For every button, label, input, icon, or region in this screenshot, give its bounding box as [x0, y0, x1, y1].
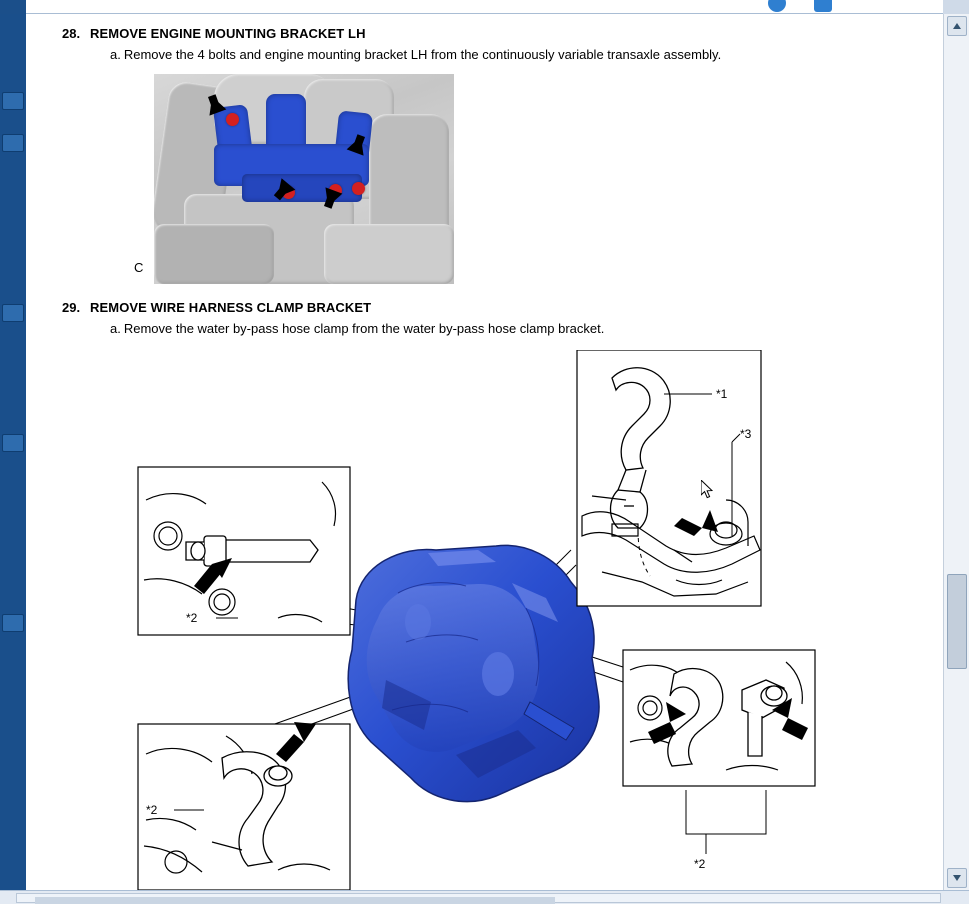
- callout-label-3: *3: [740, 427, 752, 441]
- bolt-marker-4: [352, 182, 365, 195]
- vertical-scrollbar-thumb[interactable]: [947, 574, 967, 669]
- callout-label-2b: *2: [146, 803, 158, 817]
- callout-label-2a: *2: [186, 611, 198, 625]
- step-28-substep-a-lead: a.: [110, 47, 121, 62]
- inset-bottom-left: [138, 722, 350, 890]
- scroll-down-button[interactable]: [947, 868, 967, 888]
- step-28-heading: [62, 26, 943, 41]
- chrome-left-edge: [0, 0, 26, 14]
- step-28-title: REMOVE ENGINE MOUNTING BRACKET LH: [90, 26, 366, 41]
- inset-top-right: [577, 350, 761, 606]
- document-page: [26, 14, 943, 890]
- inset-middle-left: [138, 467, 350, 635]
- step-29-title: REMOVE WIRE HARNESS CLAMP BRACKET: [90, 300, 372, 315]
- chrome-right-edge: [943, 0, 969, 14]
- step-29-heading: [62, 300, 943, 315]
- bottom-status-strip: [0, 890, 969, 904]
- engine-mounting-bracket-figure: [129, 74, 459, 286]
- bracket-foot: [242, 174, 362, 202]
- step-29-substep-a: [110, 321, 943, 336]
- engine-mounting-bracket-photo: [154, 74, 454, 284]
- vertical-scrollbar[interactable]: [943, 14, 969, 890]
- horizontal-scrollbar[interactable]: [16, 893, 941, 903]
- step-29-substep-a-lead: a.: [110, 321, 121, 336]
- document-viewport[interactable]: [26, 14, 943, 890]
- left-navigation-rail[interactable]: [0, 14, 26, 890]
- callout-label-2c: *2: [694, 857, 706, 871]
- bolt-marker-1: [226, 113, 239, 126]
- figure-caption-c: C: [134, 260, 144, 275]
- rail-tab-2[interactable]: [2, 134, 24, 152]
- step-28-substep-a: [110, 47, 943, 62]
- top-chrome-strip: [0, 0, 969, 14]
- engine-shape-6: [154, 224, 274, 284]
- chrome-page-area: [26, 0, 943, 13]
- callout-label-1: *1: [716, 387, 728, 401]
- rail-tab-5[interactable]: [2, 614, 24, 632]
- engine-shape-7: [324, 224, 454, 284]
- step-28-substep-a-text: Remove the 4 bolts and engine mounting bracket LH from the continuously variable transaxle assembly.: [123, 47, 722, 62]
- mouse-cursor: [701, 480, 713, 499]
- scroll-up-button[interactable]: [947, 16, 967, 36]
- bookmark-icon[interactable]: [814, 0, 832, 12]
- inset-bottom-right: [623, 650, 815, 871]
- step-29-substep-a-text: Remove the water by-pass hose clamp from the water by-pass hose clamp bracket.: [123, 321, 605, 336]
- rail-tab-1[interactable]: [2, 92, 24, 110]
- step-28-number: 28.: [62, 26, 81, 41]
- horizontal-scrollbar-thumb[interactable]: [35, 897, 555, 904]
- rail-tab-4[interactable]: [2, 434, 24, 452]
- rail-tab-3[interactable]: [2, 304, 24, 322]
- wire-harness-clamp-bracket-diagram: [26, 350, 943, 890]
- transaxle-assembly-illustration: [348, 545, 599, 801]
- step-29-number: 29.: [62, 300, 81, 315]
- transaxle-diagram-svg: [26, 350, 943, 890]
